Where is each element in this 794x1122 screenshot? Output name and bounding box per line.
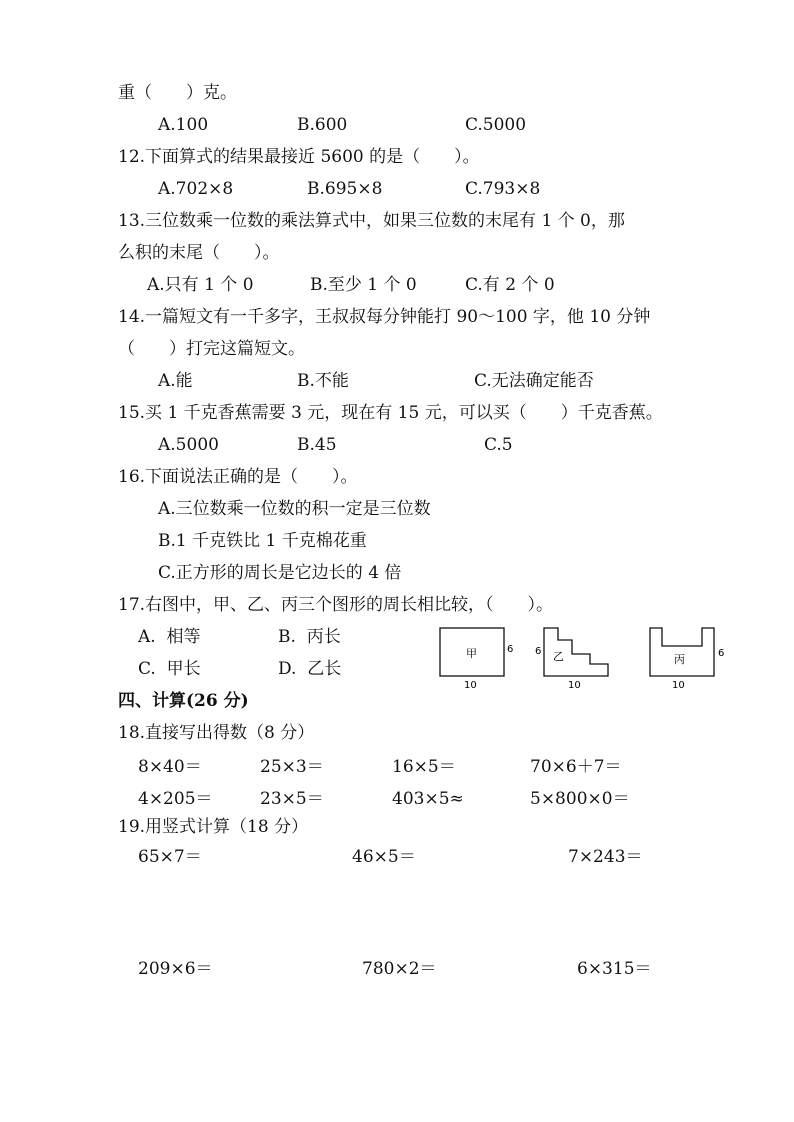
q17-stem: 17.右图中，甲、乙、丙三个图形的周长相比较，（ ）。 [118,595,554,615]
q11-stem-tail: 重（ ）克。 [118,83,237,103]
label-jia: 甲 [466,647,477,660]
q18-item: 23×5＝ [260,789,324,809]
q19-item: 46×5＝ [352,847,416,867]
q19-item: 65×7＝ [138,847,202,867]
q16-option-a: A.三位数乘一位数的积一定是三位数 [158,499,431,519]
shape-yi [535,628,608,690]
q13-option-b: B.至少 1 个 0 [310,275,417,295]
q13-option-c: C.有 2 个 0 [465,275,555,295]
q17-option-a: A. 相等 [138,627,201,647]
q18-item: 4×205＝ [138,789,213,809]
q15-stem: 15.买 1 千克香蕉需要 3 元，现在有 15 元，可以买（ ）千克香蕉。 [118,403,663,423]
q19-item: 209×6＝ [138,959,213,979]
shape-jia [440,628,513,690]
q12-option-c: C.793×8 [465,179,541,199]
q17-option-d: D. 乙长 [278,659,342,679]
width-label-jia: 10 [464,680,477,690]
q14-option-a: A.能 [158,371,193,391]
label-yi: 乙 [553,650,564,663]
q12-option-a: A.702×8 [158,179,234,199]
q16-option-c: C.正方形的周长是它边长的 4 倍 [158,563,402,583]
width-label-bing: 10 [672,680,685,690]
q18-item: 8×40＝ [138,757,202,777]
q13-stem-line1: 13.三位数乘一位数的乘法算式中，如果三位数的末尾有 1 个 0，那 [118,211,625,231]
q19-stem: 19.用竖式计算（18 分） [118,817,309,837]
q18-item: 16×5＝ [392,757,456,777]
q15-option-c: C.5 [484,435,513,455]
height-label-jia: 6 [507,644,514,655]
q18-item: 403×5≈ [392,789,464,809]
q15-option-a: A.5000 [158,435,219,455]
q19-item: 780×2＝ [362,959,437,979]
q13-stem-line2: 么积的末尾（ ）。 [118,243,280,263]
q19-item: 7×243＝ [568,847,643,867]
q18-item: 70×6＋7＝ [530,757,622,777]
q14-stem-line2: （ ）打完这篇短文。 [118,339,305,359]
q16-stem: 16.下面说法正确的是（ ）。 [118,467,358,487]
label-bing: 丙 [674,653,685,666]
section-title: 四、计算(26 分) [118,691,249,711]
height-label-bing: 6 [718,648,725,659]
q17-figure [432,620,732,690]
q11-option-b: B.600 [297,115,348,135]
q17-option-b: B. 丙长 [278,627,341,647]
q18-item: 5×800×0＝ [530,789,630,809]
q14-stem-line1: 14.一篇短文有一千多字，王叔叔每分钟能打 90～100 字，他 10 分钟 [118,307,651,327]
height-label-yi: 6 [535,646,542,657]
q11-option-c: C.5000 [465,115,527,135]
q15-option-b: B.45 [297,435,337,455]
q12-option-b: B.695×8 [307,179,383,199]
shape-bing [650,628,724,690]
q18-stem: 18.直接写出得数（8 分） [118,723,315,743]
q16-option-b: B.1 千克铁比 1 千克棉花重 [158,531,367,551]
q13-option-a: A.只有 1 个 0 [147,275,254,295]
q17-option-c: C. 甲长 [138,659,201,679]
q12-stem: 12.下面算式的结果最接近 5600 的是（ ）。 [118,147,480,167]
q14-option-b: B.不能 [297,371,349,391]
q18-item: 25×3＝ [260,757,324,777]
q19-item: 6×315＝ [577,959,652,979]
q14-option-c: C.无法确定能否 [474,371,594,391]
q11-option-a: A.100 [158,115,209,135]
width-label-yi: 10 [568,680,581,690]
